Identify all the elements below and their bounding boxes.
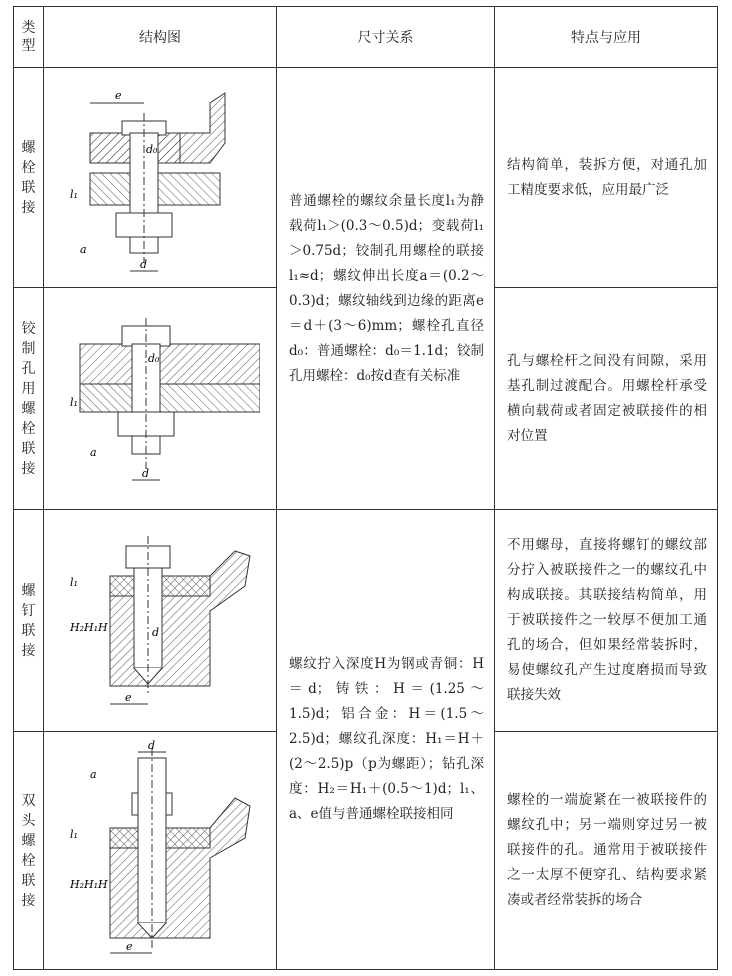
header-row — [14, 7, 718, 68]
type-stud: 双头螺栓联接 — [14, 732, 44, 970]
label-l1: l₁ — [70, 187, 78, 201]
feature-stud: 螺栓的一端旋紧在一被联接件的螺纹孔中；另一端则穿过另一被联接件的孔。通常用于被联接件之一太厚不便穿孔、结构要求紧凑或者经常装拆的场合 — [495, 732, 718, 970]
feature-reamed-bolt: 孔与螺栓杆之间没有间隙，采用基孔制过渡配合。用螺栓杆承受横向载荷或者固定被联接件的相对位置 — [495, 288, 718, 510]
label-d-3: d — [152, 625, 160, 639]
label-l1-3: l₁ — [70, 575, 78, 589]
dimension-screw: 螺纹拧入深度H为钢或青铜：H＝d；铸铁：H＝(1.25～1.5)d；铝合金：H＝(1.5～2.5)d；螺纹孔深度：H₁＝H＋(2～2.5)p（p为螺距）；钻孔深度：H₂＝H₁＋(0.5～1)d；l₁、a、e值与普通螺栓联接相同 — [277, 510, 495, 970]
figure-bolt — [44, 68, 277, 288]
label-l1-2: l₁ — [70, 395, 78, 409]
label-H: H — [98, 620, 108, 634]
dimension-bolt: 普通螺栓的螺纹余量长度l₁为静载荷l₁＞(0.3～0.5)d；变载荷l₁＞0.75d；铰制孔用螺栓的联接l₁≈d；螺纹伸出长度a＝(0.2～0.3)d；螺纹轴线到边缘的距离e＝d＋(3～6)mm；螺栓孔直径d₀：普通螺栓：d₀＝1.1d；铰制孔用螺栓：d₀按d查有关标准 — [277, 68, 495, 510]
label-e-4: e — [126, 940, 133, 953]
figure-screw — [44, 510, 277, 732]
label-d0-2: d₀ — [148, 351, 160, 365]
label-e-3: e — [125, 690, 132, 704]
label-e: e — [115, 88, 122, 102]
label-a: a — [80, 242, 87, 256]
label-H1-4: H₁ — [84, 878, 99, 891]
label-l1-4: l₁ — [70, 828, 78, 841]
type-bolt: 螺栓联接 — [14, 68, 44, 288]
label-a-4: a — [90, 768, 97, 781]
label-H2: H₂ — [70, 620, 85, 634]
feature-bolt: 结构简单，装拆方便，对通孔加工精度要求低，应用最广泛 — [495, 68, 718, 288]
header-type: 类型 — [14, 7, 44, 68]
row-bolt — [14, 68, 718, 288]
label-d-2: d — [142, 466, 150, 480]
type-screw: 螺钉联接 — [14, 510, 44, 732]
label-H2-4: H₂ — [70, 878, 85, 891]
label-d: d — [140, 257, 148, 271]
header-dimension: 尺寸关系 — [277, 7, 495, 68]
bolt-joint-drawing — [60, 73, 260, 283]
stud-joint-drawing — [60, 738, 260, 963]
row-screw — [14, 510, 718, 732]
feature-screw: 不用螺母，直接将螺钉的螺纹部分拧入被联接件之一的螺纹孔中构成联接。其联接结构简单，用于被联接件之一较厚不便加工通孔的场合，但如果经常装拆时，易使螺纹孔产生过度磨损而导致联接失效 — [495, 510, 718, 732]
reamed-bolt-drawing — [60, 294, 260, 504]
label-d0: d₀ — [146, 142, 158, 156]
screw-joint-drawing — [60, 516, 260, 726]
label-H-4: H — [98, 878, 108, 891]
figure-stud — [44, 732, 277, 970]
figure-reamed-bolt — [44, 288, 277, 510]
label-a-2: a — [90, 445, 97, 459]
header-feature: 特点与应用 — [495, 7, 718, 68]
joint-table — [13, 6, 718, 970]
label-H1: H₁ — [84, 620, 99, 634]
label-d-4: d — [148, 739, 156, 752]
type-reamed-bolt: 铰制孔用螺栓联接 — [14, 288, 44, 510]
header-structure: 结构图 — [44, 7, 277, 68]
